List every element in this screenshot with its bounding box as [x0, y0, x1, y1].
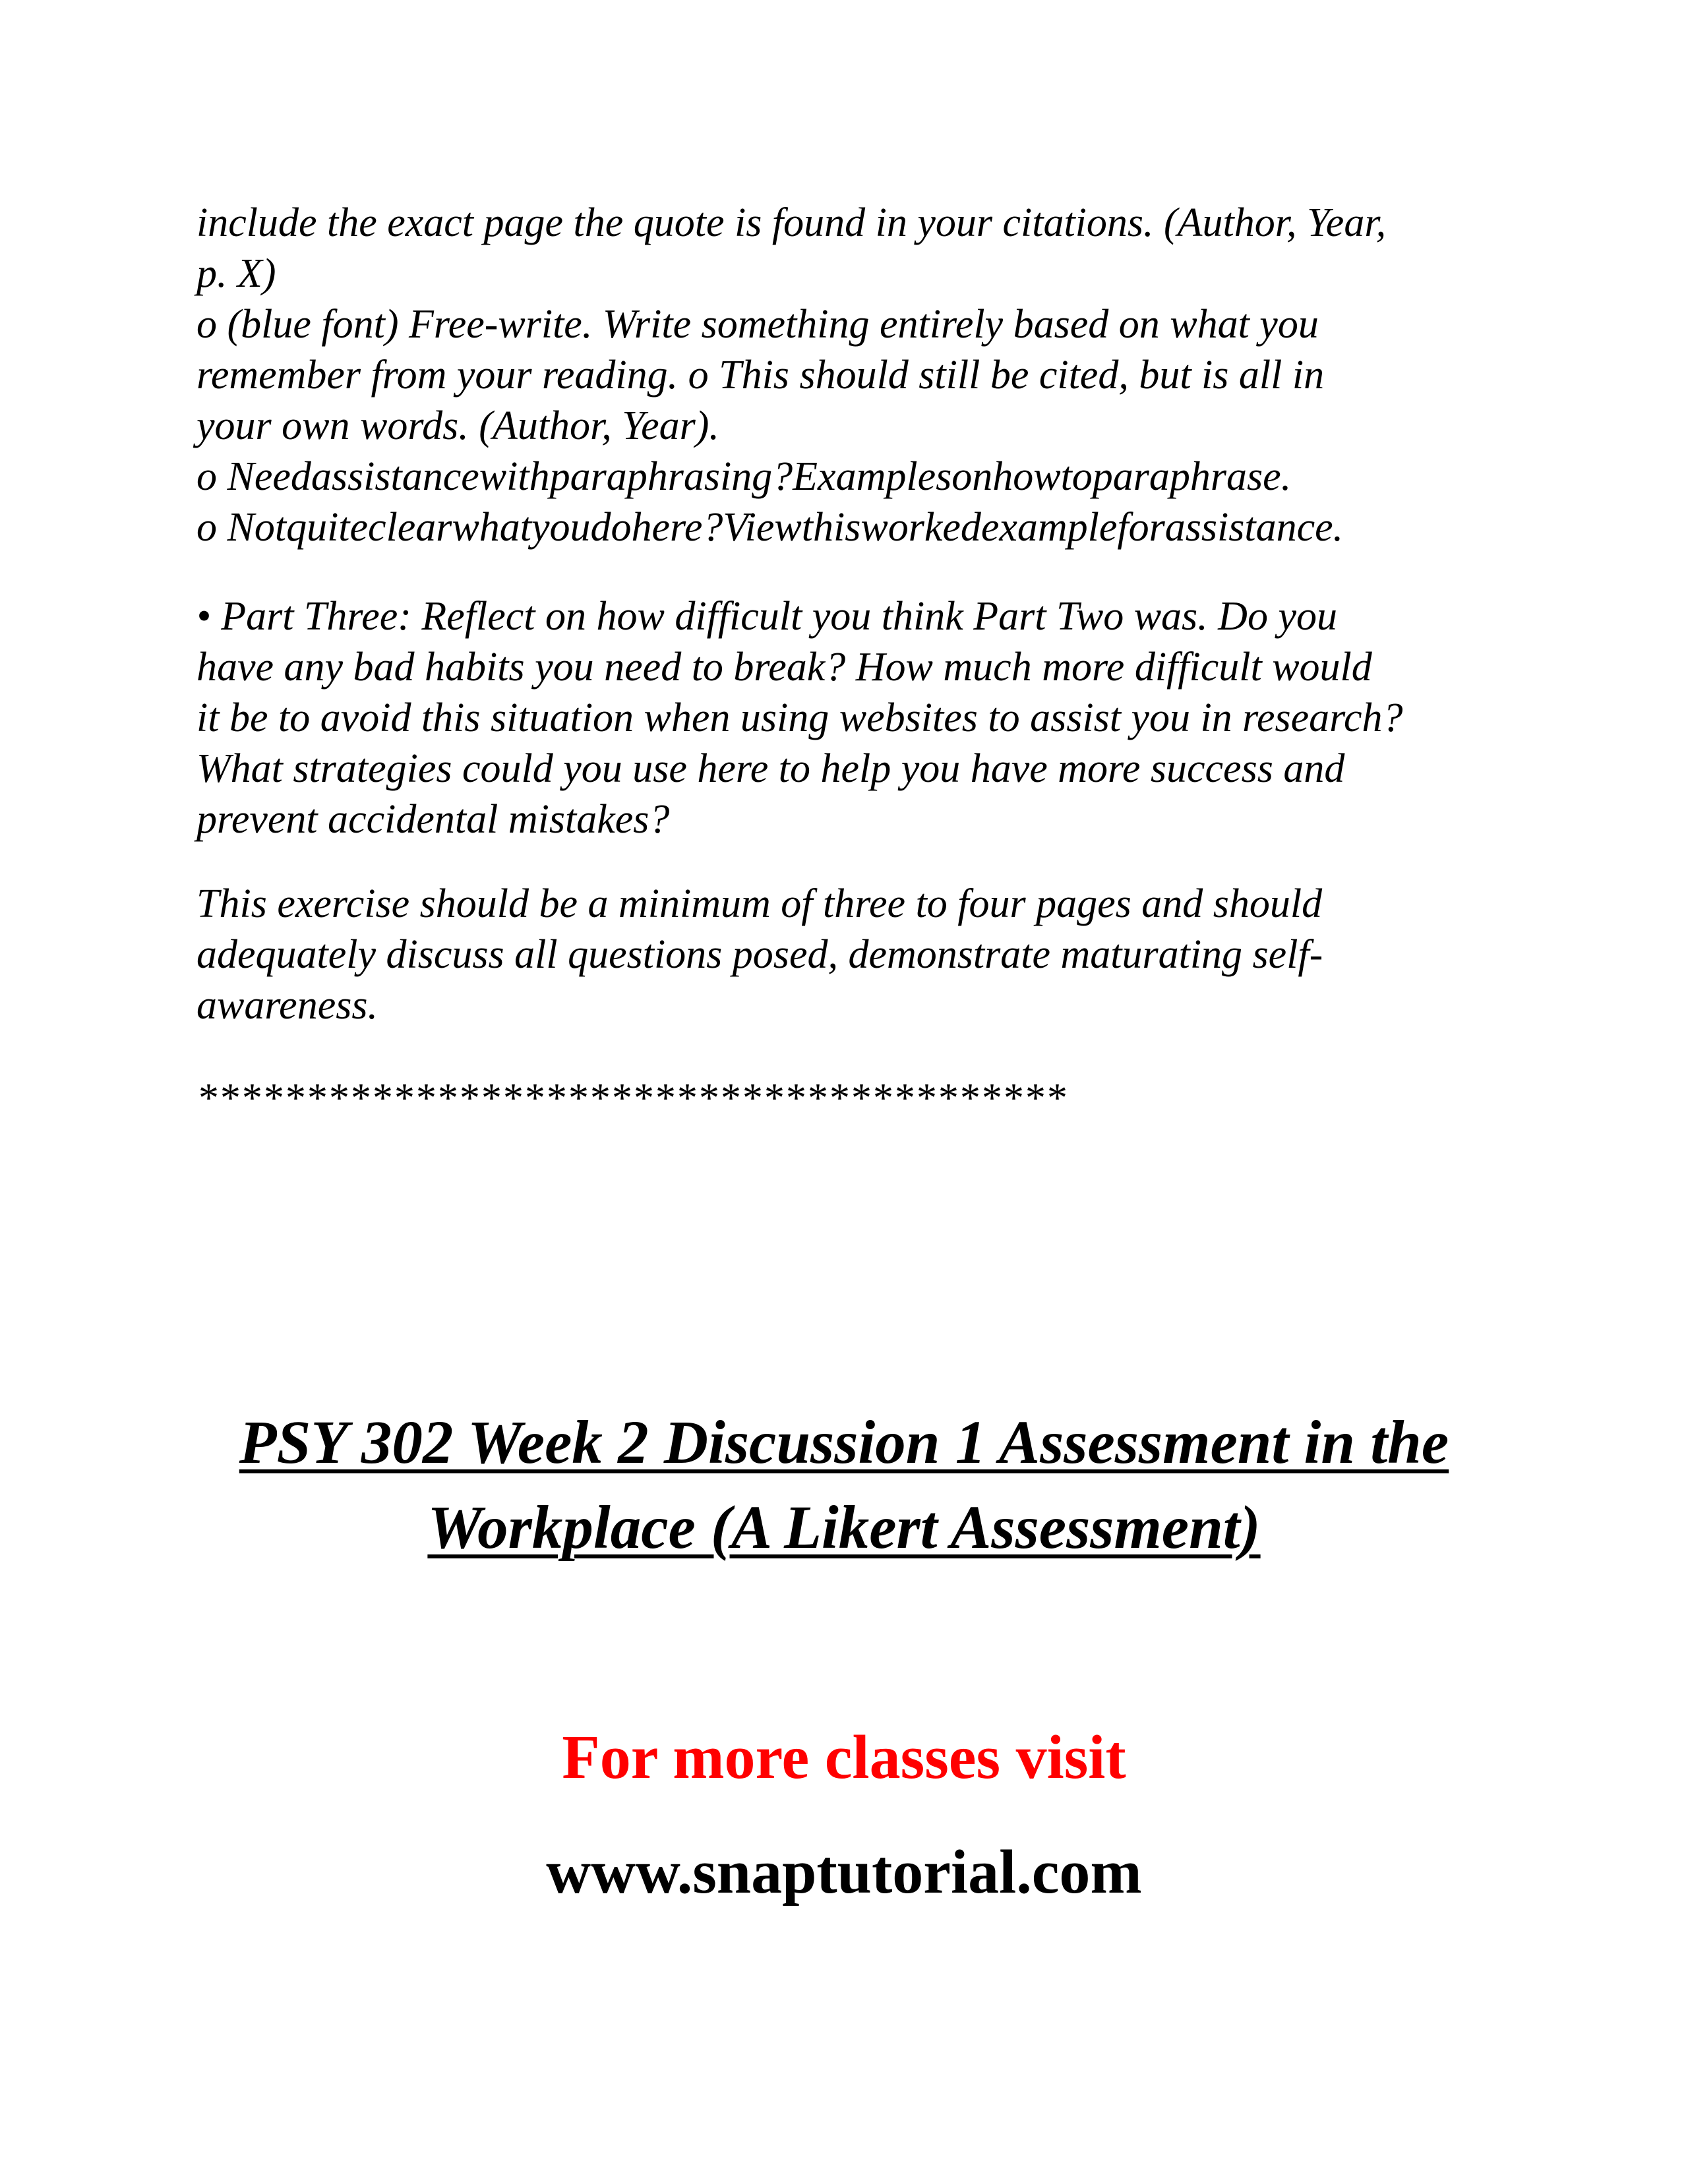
text-line: it be to avoid this situation when using websites to assist you in research? [196, 695, 1403, 740]
text-line: This exercise should be a minimum of three to four pages and should [196, 881, 1323, 926]
text-line: o Notquiteclearwhatyoudohere?Viewthisworkedexampleforassistance. [196, 505, 1344, 550]
text-line: o (blue font) Free-write. Write something entirely based on what you [196, 302, 1319, 347]
text-line: prevent accidental mistakes? [196, 797, 670, 842]
text-line: • Part Three: Reflect on how difficult you think Part Two was. Do you [196, 594, 1337, 639]
course-heading-line-1: PSY 302 Week 2 Discussion 1 Assessment in the [239, 1409, 1449, 1477]
text-line: include the exact page the quote is found in your citations. (Author, Year, [196, 200, 1387, 245]
separator-line: **************************************** [196, 1076, 1067, 1121]
promo-url-link[interactable]: www.snaptutorial.com [546, 1838, 1142, 1906]
text-line: your own words. (Author, Year). [196, 403, 719, 448]
text-line: What strategies could you use here to help you have more success and [196, 746, 1345, 791]
text-line: p. X) [196, 251, 276, 296]
promo-text: For more classes visit [562, 1723, 1126, 1792]
course-heading-line-2: Workplace (A Likert Assessment) [427, 1494, 1261, 1562]
paragraph-citation-instructions [196, 198, 1548, 553]
text-line: remember from your reading. o This should still be cited, but is all in [196, 353, 1325, 398]
text-line: have any bad habits you need to break? How much more difficult would [196, 645, 1372, 690]
text-line: o Needassistancewithparaphrasing?Examplesonhowtoparaphrase. [196, 454, 1292, 499]
text-line: adequately discuss all questions posed, demonstrate maturating self- [196, 932, 1323, 977]
paragraph-part-three [196, 591, 1548, 845]
paragraph-exercise-length [196, 879, 1548, 1031]
asterisk-separator [196, 1073, 1548, 1124]
text-line: awareness. [196, 983, 378, 1028]
